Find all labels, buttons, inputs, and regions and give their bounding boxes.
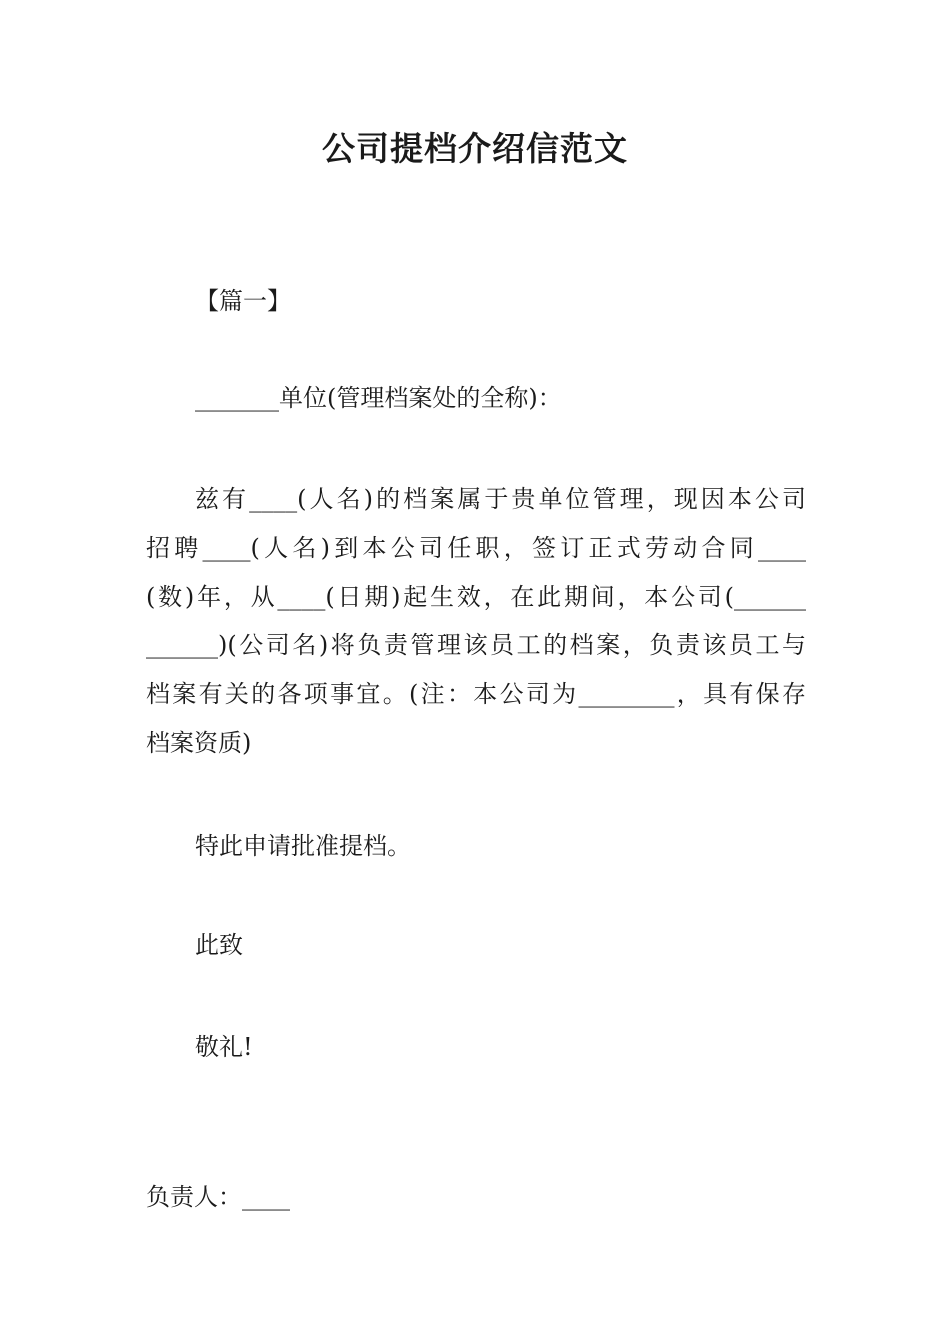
body-paragraph [146,479,806,772]
body-line: (数)年，从____(日期)起生效，在此期间，本公司(______ [146,582,806,611]
signature-line: 负责人：____ [146,1183,290,1211]
closing-line: 此致 [195,931,243,959]
body-line: ______)(公司名)将负责管理该员工的档案，负责该员工与 [146,631,806,660]
body-line: 招聘____(人名)到本公司任职，签订正式劳动合同____ [146,533,806,562]
body-line: 兹有____(人名)的档案属于贵单位管理，现因本公司 [195,485,806,513]
document-title: 公司提档介绍信范文 [322,129,628,168]
section-label: 【篇一】 [195,287,291,315]
body-line: 档案资质) [146,728,252,757]
salutation-line: _______单位(管理档案处的全称)： [195,384,562,412]
regards-line: 敬礼! [195,1033,253,1061]
request-line: 特此申请批准提档。 [195,832,411,860]
body-line: 档案有关的各项事宜。(注：本公司为________，具有保存 [146,680,806,709]
